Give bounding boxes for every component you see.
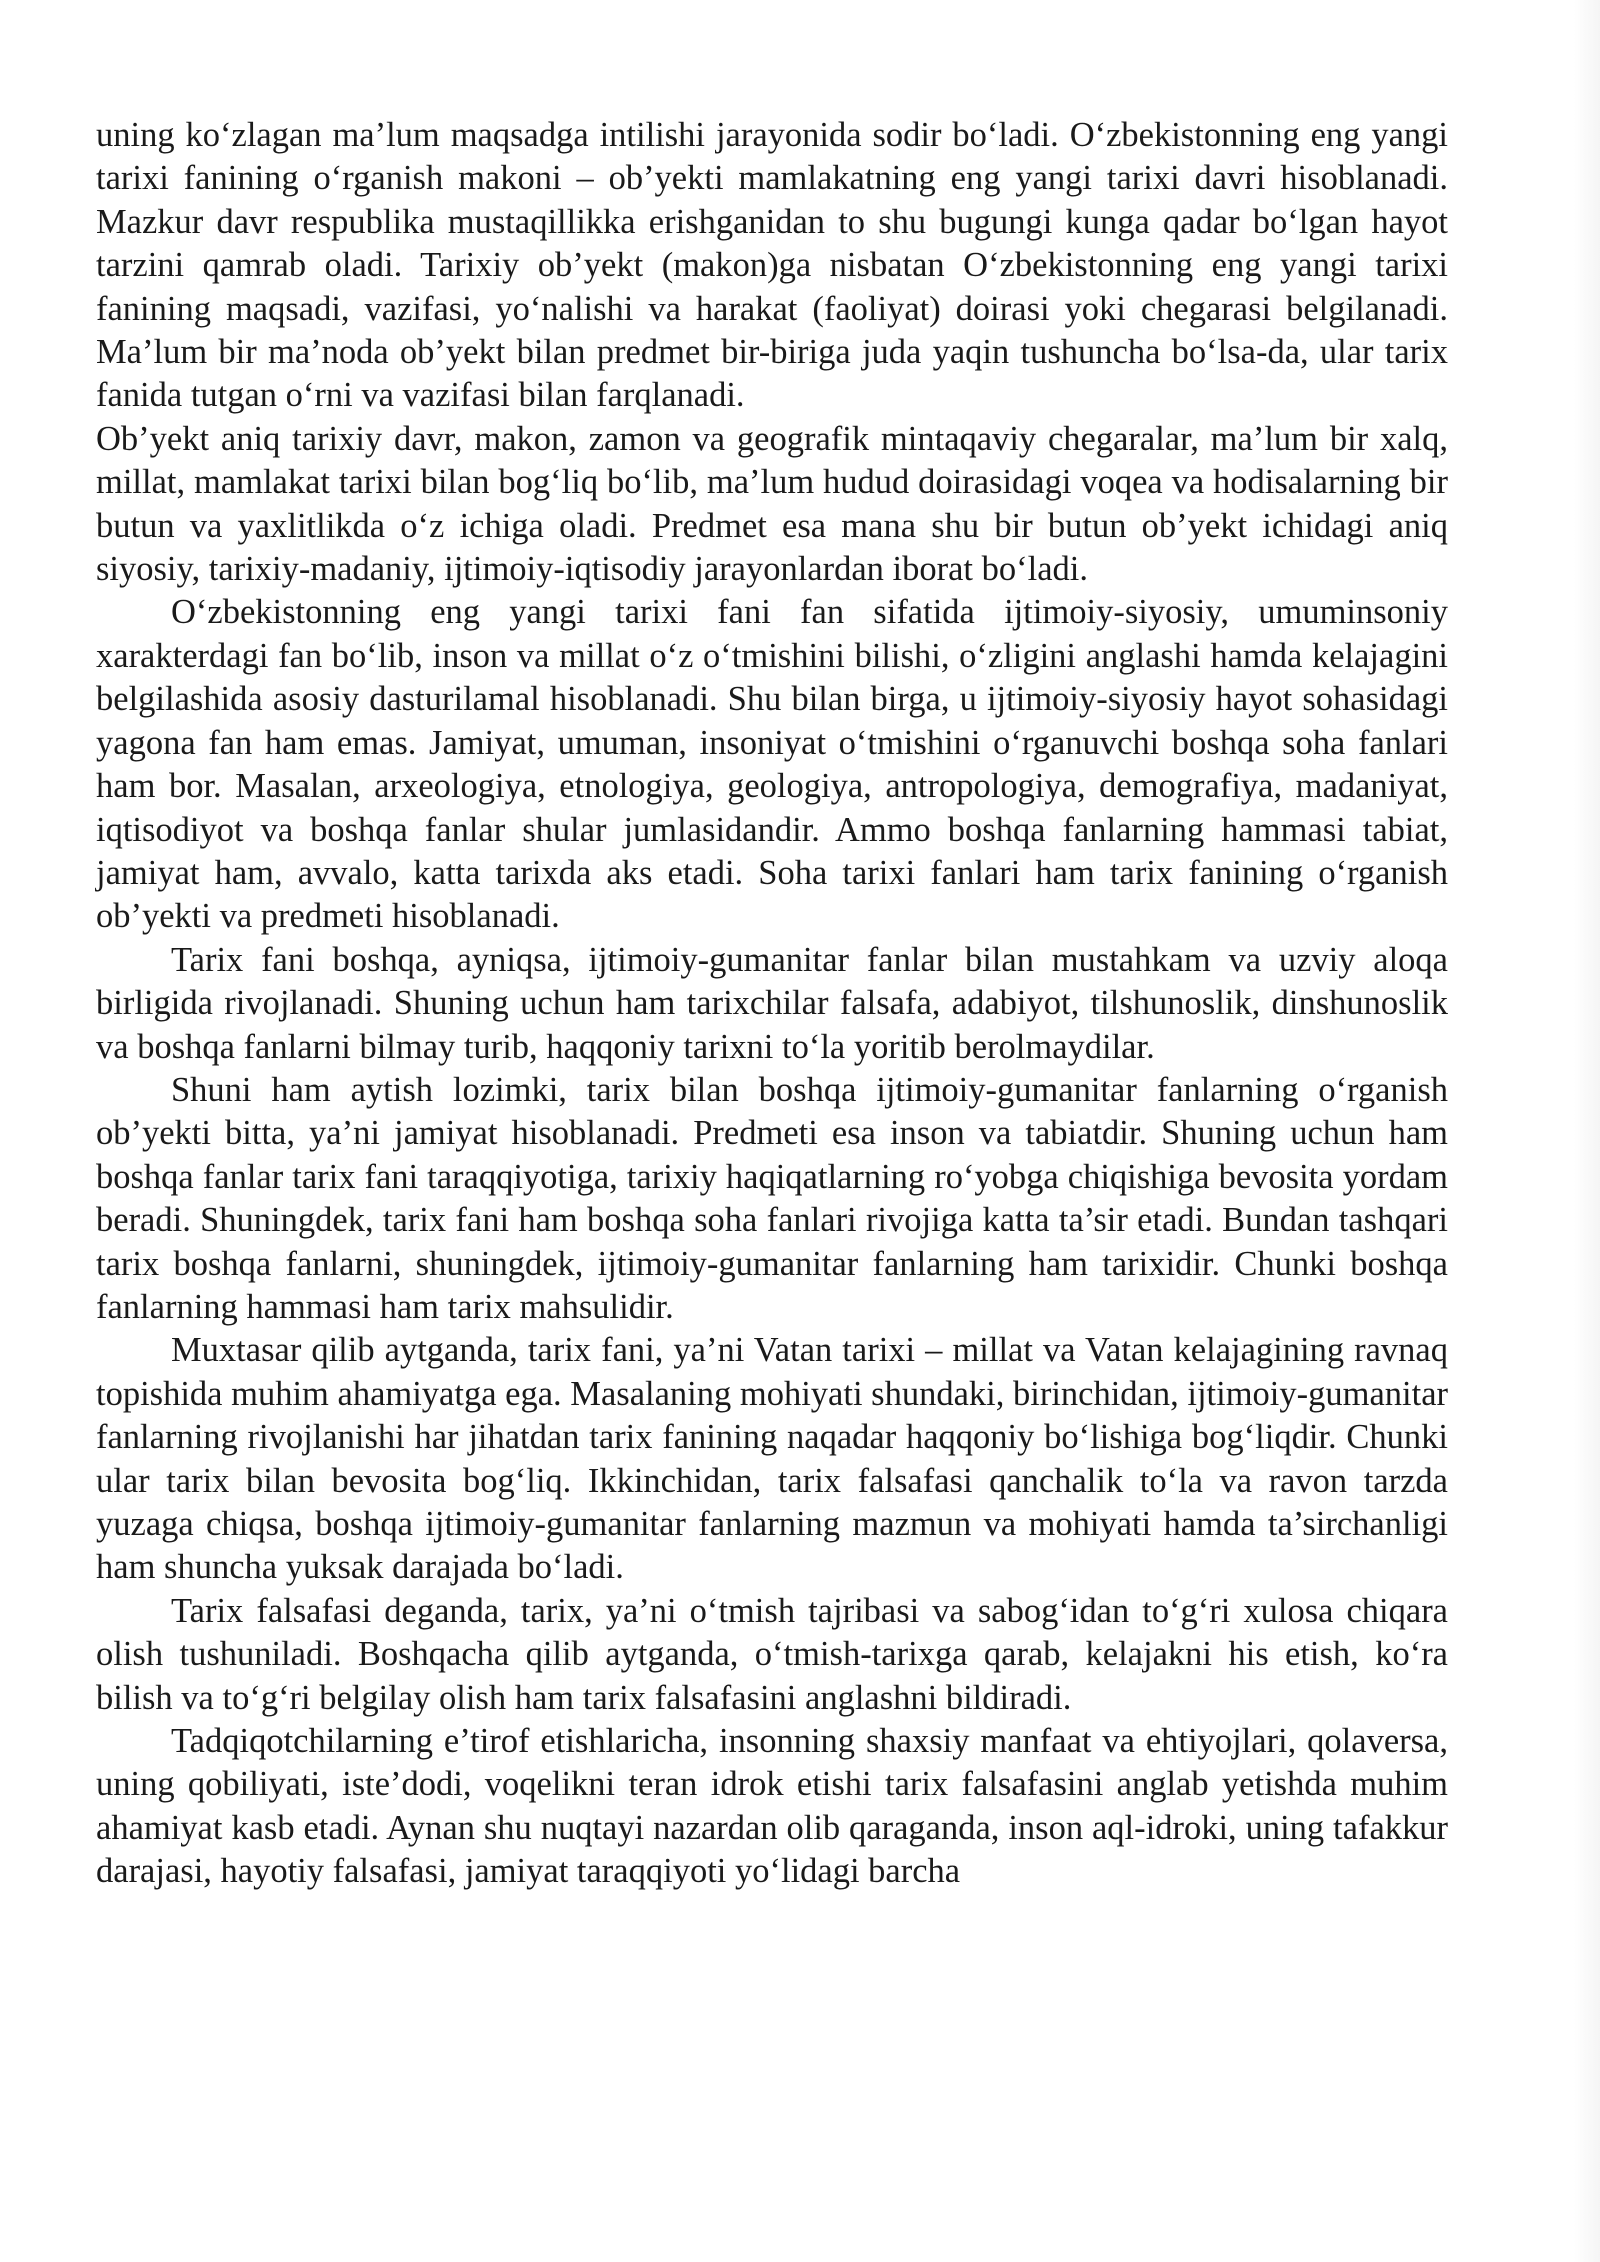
paragraph: Tarix fani boshqa, ayniqsa, ijtimoiy-gumanitar fanlar bilan mustahkam va uzviy aloqa birligida rivojlanadi. Shuning uchun ham tarixchilar falsafa, adabiyot, tilshunoslik, dinshunoslik va boshqa fanlarni bilmay turib, haqqoniy tarixni to‘la yoritib berolmaydilar.: [96, 940, 1448, 1066]
paragraph: Shuni ham aytish lozimki, tarix bilan boshqa ijtimoiy-gumanitar fanlarning o‘rganish ob’yekti bitta, ya’ni jamiyat hisoblanadi. Predmeti esa inson va tabiatdir. Shuning uchun ham boshqa fanlar tarix fani taraqqiyotiga, tarixiy haqiqatlarning ro‘yobga chiqishiga bevosita yordam beradi. Shuningdek, tarix fani ham boshqa soha fanlari rivojiga katta ta’sir etadi. Bundan tashqari tarix boshqa fanlarni, shuningdek, ijtimoiy-gumanitar fanlarning ham tarixidir. Chunki boshqa fanlarning hammasi ham tarix mahsulidir.: [96, 1070, 1448, 1326]
paragraph: Tarix falsafasi deganda, tarix, ya’ni o‘tmish tajribasi va sabog‘idan to‘g‘ri xulosa chiqara olish tushuniladi. Boshqacha qilib aytganda, o‘tmish-tarixga qarab, kelajakni his etish, ko‘ra bilish va to‘g‘ri belgilay olish ham tarix falsafasini anglashni bildiradi.: [96, 1591, 1448, 1717]
paragraph: O‘zbekistonning eng yangi tarixi fani fan sifatida ijtimoiy-siyosiy, umuminsoniy xarakterdagi fan bo‘lib, inson va millat o‘z o‘tmishini bilishi, o‘zligini anglashi hamda kelajagini belgilashida asosiy dasturilamal hisoblanadi. Shu bilan birga, u ijtimoiy-siyosiy hayot sohasidagi yagona fan ham emas. Jamiyat, umuman, insoniyat o‘tmishini o‘rganuvchi boshqa soha fanlari ham bor. Masalan, arxeologiya, etnologiya, geologiya, antropologiya, demografiya, madaniyat, iqtisodiyot va boshqa fanlar shular jumlasidandir. Ammo boshqa fanlarning hammasi tabiat, jamiyat ham, avvalo, katta tarixda aks etadi. Soha tarixi fanlari ham tarix fanining o‘rganish ob’yekti va predmeti hisoblanadi.: [96, 593, 1448, 936]
paragraph: Muxtasar qilib aytganda, tarix fani, ya’ni Vatan tarixi – millat va Vatan kelajagining ravnaq topishida muhim ahamiyatga ega. Masalaning mohiyati shundaki, birinchidan, ijtimoiy-gumanitar fanlarning rivojlanishi har jihatdan tarix fanining naqadar haqqoniy bo‘lishiga bog‘liqdir. Chunki ular tarix bilan bevosita bog‘liq. Ikkinchidan, tarix falsafasi qanchalik to‘la va ravon tarzda yuzaga chiqsa, boshqa ijtimoiy-gumanitar fanlarning mazmun va mohiyati hamda ta’sirchanligi ham shuncha yuksak darajada bo‘ladi.: [96, 1331, 1448, 1587]
paragraph: Ob’yekt aniq tarixiy davr, makon, zamon va geografik mintaqaviy chegaralar, ma’lum bir xalq, millat, mamlakat tarixi bilan bog‘liq bo‘lib, ma’lum hudud doirasidagi voqea va hodisalarning bir butun va yaxlitlikda o‘z ichiga oladi. Predmet esa mana shu bir butun ob’yekt ichidagi aniq siyosiy, tarixiy-madaniy, ijtimoiy-iqtisodiy jarayonlardan iborat bo‘ladi.: [96, 419, 1448, 589]
page-edge-shadow: [1574, 0, 1600, 2262]
paragraph: uning ko‘zlagan ma’lum maqsadga intilishi jarayonida sodir bo‘ladi. O‘zbekistonning eng yangi tarixi fanining o‘rganish makoni – ob’yekti mamlakatning eng yangi tarixi davri hisoblanadi. Mazkur davr respublika mustaqillikka erishganidan to shu bugungi kunga qadar bo‘lgan hayot tarzini qamrab oladi. Tarixiy ob’yekt (makon)ga nisbatan O‘zbekistonning eng yangi tarixi fanining maqsadi, vazifasi, yo‘nalishi va harakat (faoliyat) doirasi yoki chegarasi belgilanadi. Ma’lum bir ma’noda ob’yekt bilan predmet bir-biriga juda yaqin tushuncha bo‘lsa-da, ular tarix fanida tutgan o‘rni va vazifasi bilan farqlanadi.: [96, 116, 1448, 415]
paragraph: Tadqiqotchilarning e’tirof etishlaricha, insonning shaxsiy manfaat va ehtiyojlari, qolaversa, uning qobiliyati, iste’dodi, voqelikni teran idrok etishi tarix falsafasini anglab yetishda muhim ahamiyat kasb etadi. Aynan shu nuqtayi nazardan olib qaraganda, inson aql-idroki, uning tafakkur darajasi, hayotiy falsafasi, jamiyat taraqqiyoti yo‘lidagi barcha: [96, 1722, 1448, 1891]
